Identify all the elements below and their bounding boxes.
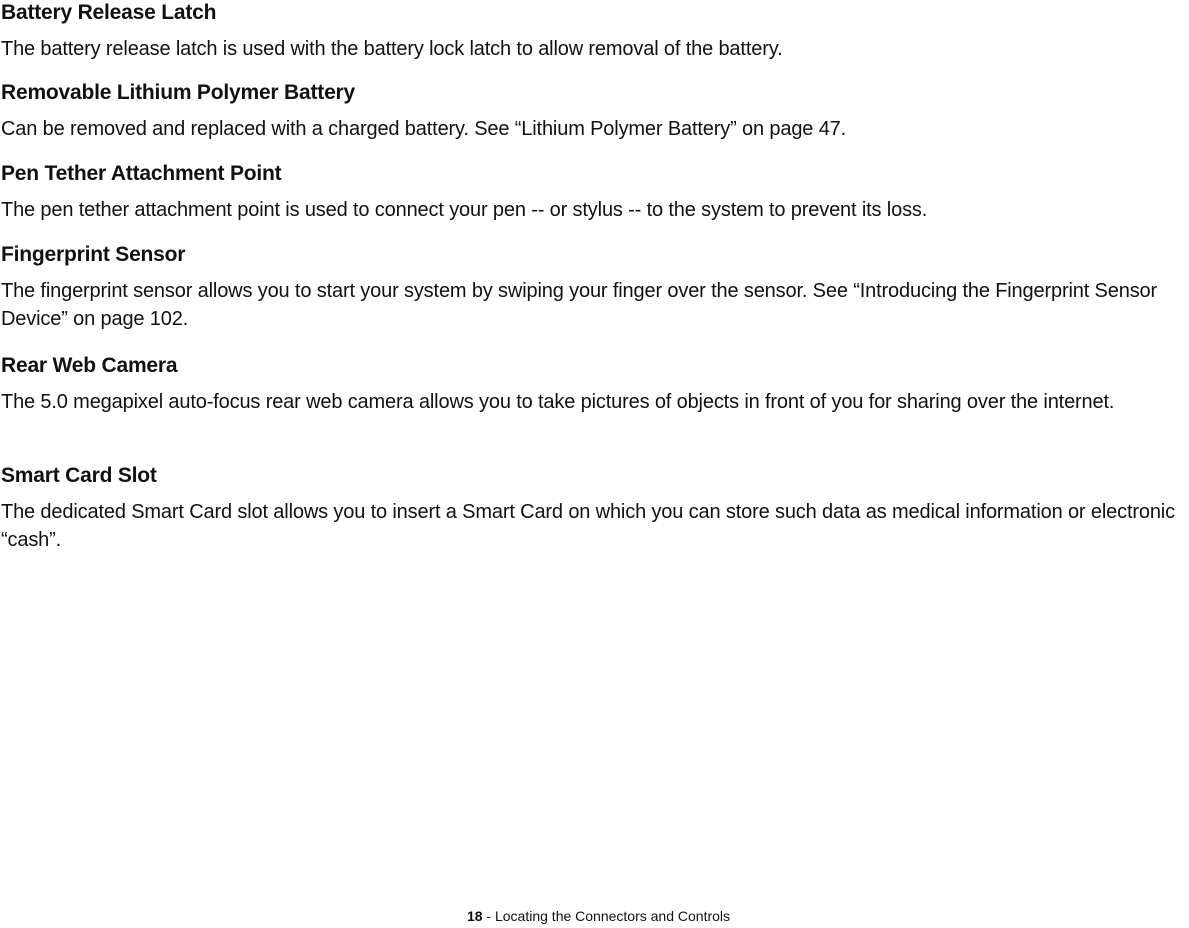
footer-separator: - <box>482 908 495 924</box>
section-heading: Smart Card Slot <box>1 464 157 487</box>
section-heading: Rear Web Camera <box>1 354 178 377</box>
section-body: The battery release latch is used with the battery lock latch to allow removal of the battery. <box>1 38 783 60</box>
section-body: The pen tether attachment point is used to connect your pen -- or stylus -- to the system to prevent its loss. <box>1 199 928 221</box>
page-footer <box>0 907 1189 925</box>
section-heading: Removable Lithium Polymer Battery <box>1 81 355 104</box>
section-heading: Pen Tether Attachment Point <box>1 162 282 185</box>
section-body: Can be removed and replaced with a charged battery. See “Lithium Polymer Battery” on page 47. <box>1 118 847 140</box>
section-heading: Battery Release Latch <box>1 1 217 24</box>
footer-title: Locating the Connectors and Controls <box>494 908 731 924</box>
section-body: The dedicated Smart Card slot allows you to insert a Smart Card on which you can store such data as medical information or electronic “cash”. <box>1 501 1175 551</box>
section-smart-card-slot <box>1 463 1187 554</box>
section-body: The 5.0 megapixel auto-focus rear web camera allows you to take pictures of objects in front of you for sharing over the internet. <box>1 391 1115 413</box>
page-number: 18 <box>466 908 483 924</box>
section-rear-web-camera <box>1 353 1187 416</box>
section-removable-battery <box>1 80 1187 143</box>
section-body: The fingerprint sensor allows you to start your system by swiping your finger over the sensor. See “Introducing the Fingerprint Sensor Device” on page 102. <box>1 280 1158 330</box>
section-pen-tether <box>1 161 1187 224</box>
section-fingerprint-sensor <box>1 242 1187 333</box>
section-battery-release-latch <box>1 0 1187 63</box>
section-heading: Fingerprint Sensor <box>1 243 186 266</box>
